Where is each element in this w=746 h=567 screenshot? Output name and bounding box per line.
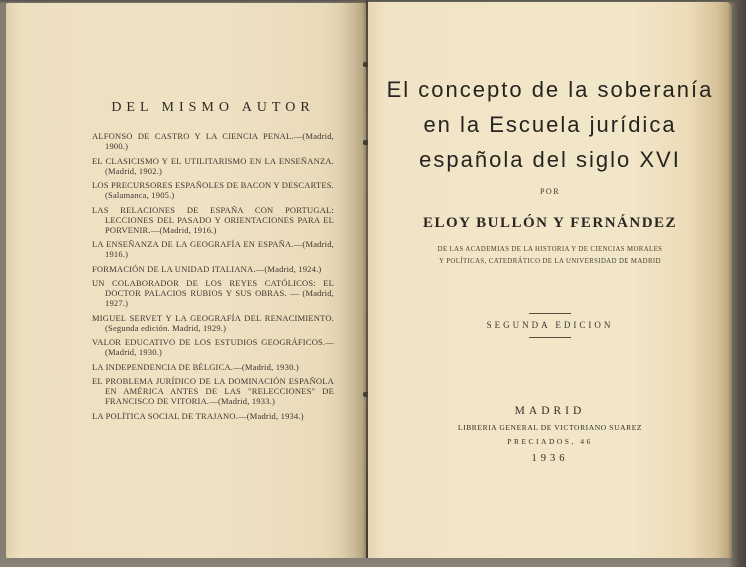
edition-rule-top xyxy=(529,313,571,314)
list-item: LA INDEPENDENCIA DE BÉLGICA.—(Madrid, 1930.) xyxy=(92,361,299,372)
list-item: LAS RELACIONES DE ESPAÑA CON PORTUGAL: LECCIONES DEL PASADO Y ORIENTACIONES PARA EL PORVENIR.—(Madrid, 1916.) xyxy=(92,204,334,235)
imprint-year: 1936 xyxy=(531,453,569,464)
works-list xyxy=(92,131,334,421)
list-item: FORMACIÓN DE LA UNIDAD ITALIANA.—(Madrid, 1924.) xyxy=(92,263,322,274)
author-credentials-line: Y POLÍTICAS, CATEDRÁTICO DE LA UNIVERSIDAD DE MADRID xyxy=(439,258,661,265)
book-title-line: española del siglo XVI xyxy=(419,147,681,172)
author-credentials xyxy=(376,244,724,268)
list-item: LA ENSEÑANZA DE LA GEOGRAFÍA EN ESPAÑA.—(Madrid, 1916.) xyxy=(92,239,334,259)
list-item: LA POLÍTICA SOCIAL DE TRAJANO.—(Madrid, 1934.) xyxy=(92,410,304,421)
edition-block xyxy=(376,313,724,338)
binding-gutter-shadow xyxy=(340,0,368,558)
author-credentials-line: DE LAS ACADEMIAS DE LA HISTORIA Y DE CIENCIAS MORALES xyxy=(437,246,663,253)
list-item: VALOR EDUCATIVO DE LOS ESTUDIOS GEOGRÁFICOS.— (Madrid, 1930.) xyxy=(92,337,334,357)
edition-rule-bottom xyxy=(529,337,571,338)
left-page-content xyxy=(92,100,334,425)
book-title xyxy=(376,72,724,177)
author-name: ELOY BULLÓN Y FERNÁNDEZ xyxy=(422,215,678,231)
byline-label: POR xyxy=(539,187,561,196)
list-item: ALFONSO DE CASTRO Y LA CIENCIA PENAL.—(Madrid, 1900.) xyxy=(92,131,334,151)
list-item: MIGUEL SERVET Y LA GEOGRAFÍA DEL RENACIMIENTO. (Segunda edición. Madrid, 1929.) xyxy=(92,312,334,333)
list-item: EL PROBLEMA JURÍDICO DE LA DOMINACIÓN ESPAÑOLA EN AMÉRICA ANTES DE LAS "RELECCIONES" DE FRANCISCO DE VITORIA.—(Madrid, 1933.) xyxy=(92,376,334,406)
right-page xyxy=(368,2,732,558)
edition-label: SEGUNDA EDICION xyxy=(486,320,614,330)
scan-edge-right xyxy=(728,0,746,567)
imprint-address: PRECIADOS, 46 xyxy=(507,437,593,446)
imprint-block xyxy=(376,405,724,464)
book-title-line: El concepto de la soberanía xyxy=(386,77,714,102)
list-item: EL CLASICISMO Y EL UTILITARISMO EN LA ENSEÑANZA. (Madrid, 1902.) xyxy=(92,155,334,176)
list-item: LOS PRECURSORES ESPAÑOLES DE BACON Y DESCARTES. (Salamanca, 1905.) xyxy=(92,180,334,200)
same-author-heading: DEL MISMO AUTOR xyxy=(111,100,315,115)
imprint-city: MADRID xyxy=(514,405,586,417)
imprint-publisher: LIBRERIA GENERAL DE VICTORIANO SUAREZ xyxy=(457,423,643,432)
list-item: UN COLABORADOR DE LOS REYES CATÓLICOS: EL DOCTOR PALACIOS RUBIOS Y SUS OBRAS. — (Madrid, 1927.) xyxy=(92,278,334,308)
book-title-line: en la Escuela jurídica xyxy=(423,112,677,137)
left-page xyxy=(6,3,366,558)
